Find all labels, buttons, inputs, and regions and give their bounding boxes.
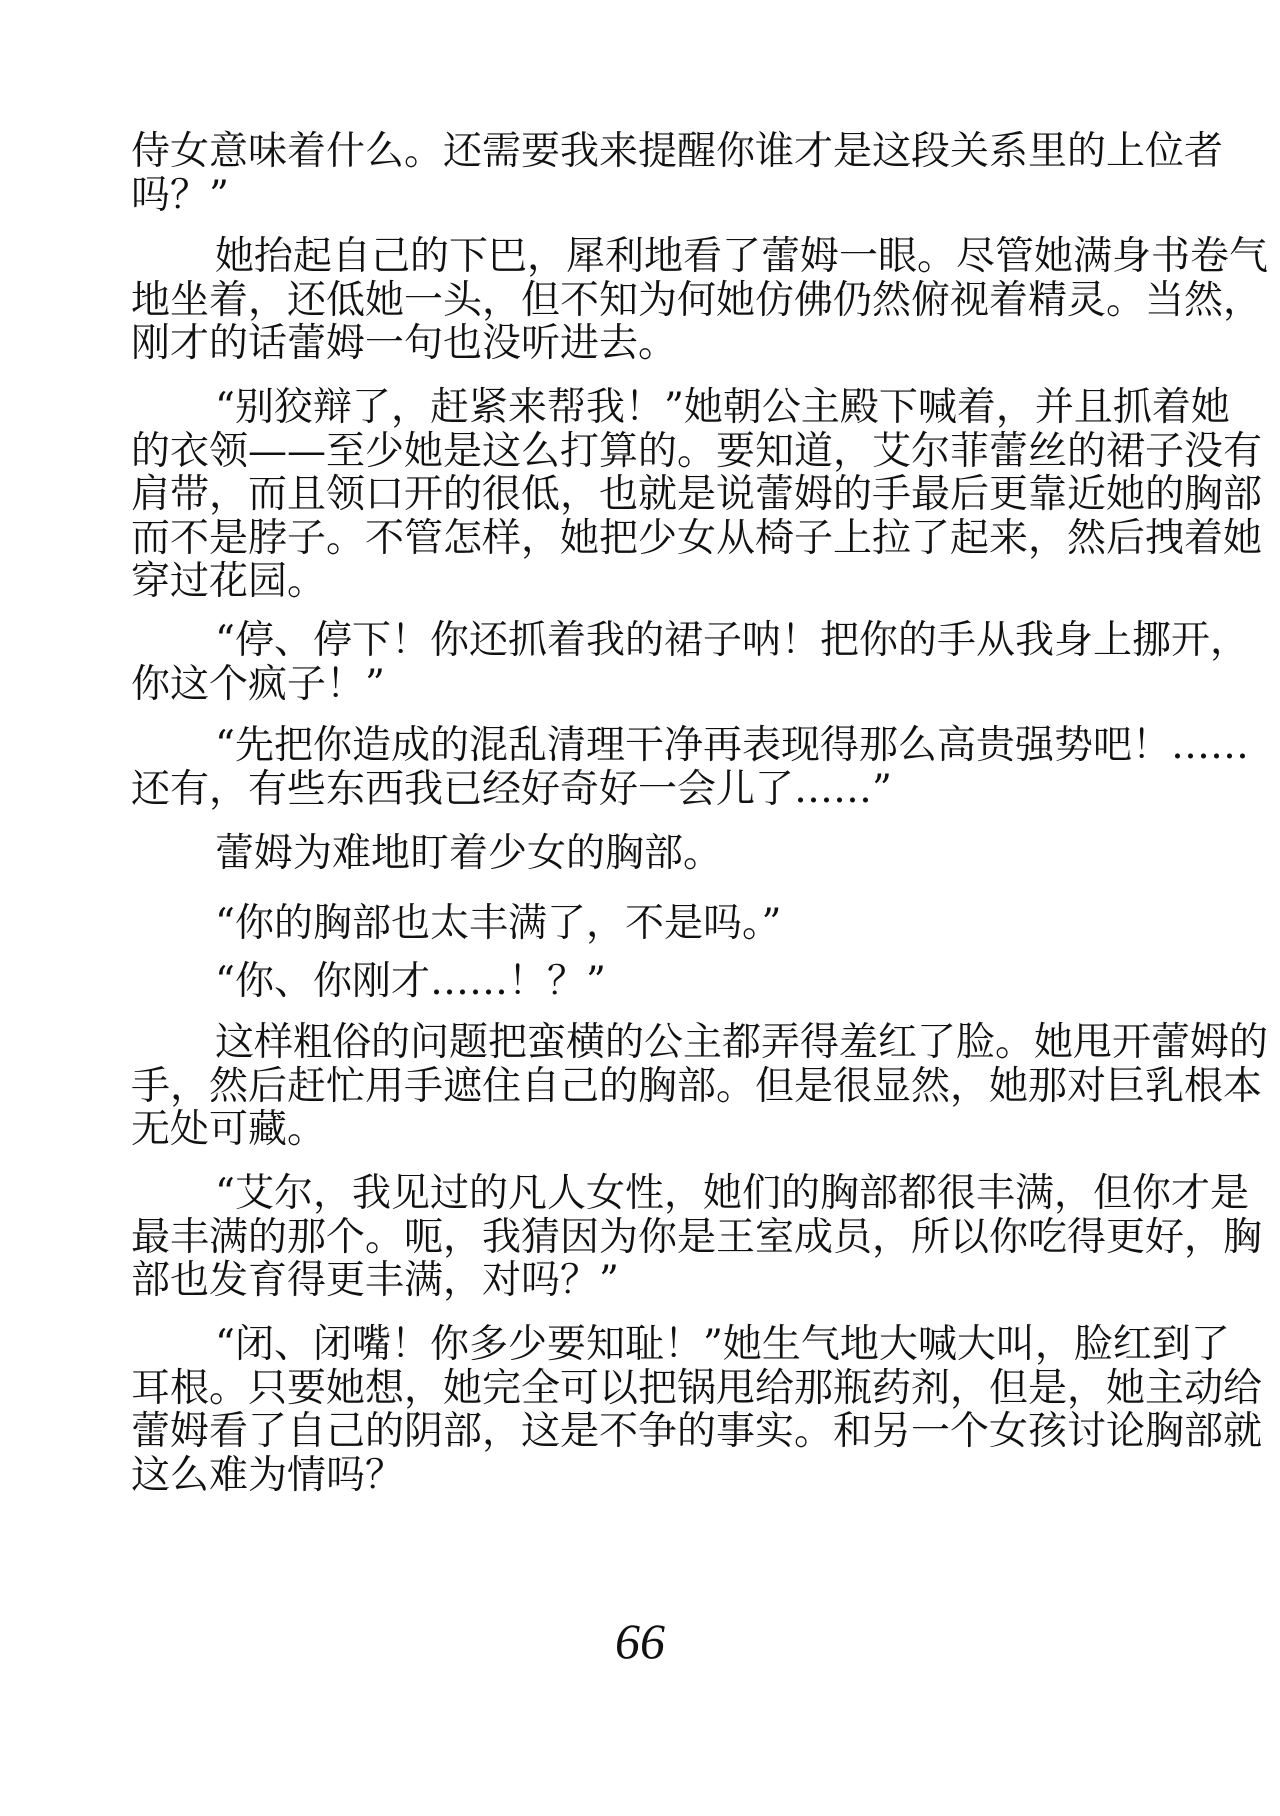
text-line: 吗？” — [131, 172, 229, 218]
paragraph — [131, 1171, 1263, 1303]
paragraph — [131, 385, 1263, 604]
text-line: 你这个疯子！” — [131, 661, 385, 707]
text-line: “你的胸部也太丰满了，不是吗。” — [215, 901, 782, 946]
paragraph — [131, 1322, 1263, 1498]
text-line: 侍女意味着什么。还需要我来提醒你谁才是这段关系里的上位者 — [131, 129, 1224, 174]
text-line: “你、你刚才……！？” — [215, 959, 606, 1004]
text-line: 而不是脖子。不管怎样，她把少女从椅子上拉了起来，然后拽着她 — [131, 515, 1263, 561]
paragraph — [131, 1020, 1269, 1152]
page-number: 66 — [615, 1613, 665, 1669]
text-line: 刚才的话蕾姆一句也没听进去。 — [131, 321, 678, 366]
paragraph — [131, 902, 1065, 946]
text-line: “艾尔，我见过的凡人女性，她们的胸部都很丰满，但你才是 — [215, 1171, 1249, 1216]
text-line: 穿过花园。 — [131, 559, 327, 604]
text-line: “闭、闭嘴！你多少要知耻！”她生气地大喊大叫，脸红到了 — [215, 1322, 1230, 1367]
paragraph — [131, 960, 1065, 1004]
paragraph — [131, 129, 1224, 218]
text-line: 这样粗俗的问题把蛮横的公主都弄得羞红了脸。她甩开蕾姆的 — [215, 1020, 1269, 1065]
text-line: 蕾姆为难地盯着少女的胸部。 — [215, 831, 723, 876]
text-line: 无处可藏。 — [131, 1107, 327, 1152]
text-line: 还有，有些东西我已经好奇好一会儿了……” — [131, 766, 892, 812]
text-line: 最丰满的那个。呃，我猜因为你是王室成员，所以你吃得更好，胸 — [131, 1214, 1263, 1260]
paragraph — [131, 234, 1269, 366]
text-line: 地坐着，还低她一头，但不知为何她仿佛仍然俯视着精灵。当然， — [131, 277, 1263, 323]
text-line: 手，然后赶忙用手遮住自己的胸部。但是很显然，她那对巨乳根本 — [131, 1063, 1263, 1109]
text-line: 这么难为情吗？ — [131, 1452, 405, 1498]
text-line: 的衣领——至少她是这么打算的。要知道，艾尔菲蕾丝的裙子没有 — [131, 428, 1263, 474]
text-line: 部也发育得更丰满，对吗？” — [131, 1258, 619, 1303]
text-line: “停、停下！你还抓着我的裙子呐！把你的手从我身上挪开， — [215, 618, 1249, 663]
text-line: 她抬起自己的下巴，犀利地看了蕾姆一眼。尽管她满身书卷气 — [215, 234, 1269, 279]
text-line: “别狡辩了，赶紧来帮我！”她朝公主殿下喊着，并且抓着她 — [215, 385, 1230, 430]
text-line: “先把你造成的混乱清理干净再表现得那么高贵强势吧！…… — [215, 723, 1249, 768]
paragraph — [131, 618, 1249, 707]
text-line: 耳根。只要她想，她完全可以把锅甩给那瓶药剂，但是，她主动给 — [131, 1365, 1263, 1411]
paragraph — [131, 832, 1065, 876]
text-line: 肩带，而且领口开的很低，也就是说蕾姆的手最后更靠近她的胸部 — [131, 472, 1263, 517]
text-line: 蕾姆看了自己的阴部，这是不争的事实。和另一个女孩讨论胸部就 — [131, 1409, 1263, 1454]
paragraph — [131, 723, 1249, 812]
